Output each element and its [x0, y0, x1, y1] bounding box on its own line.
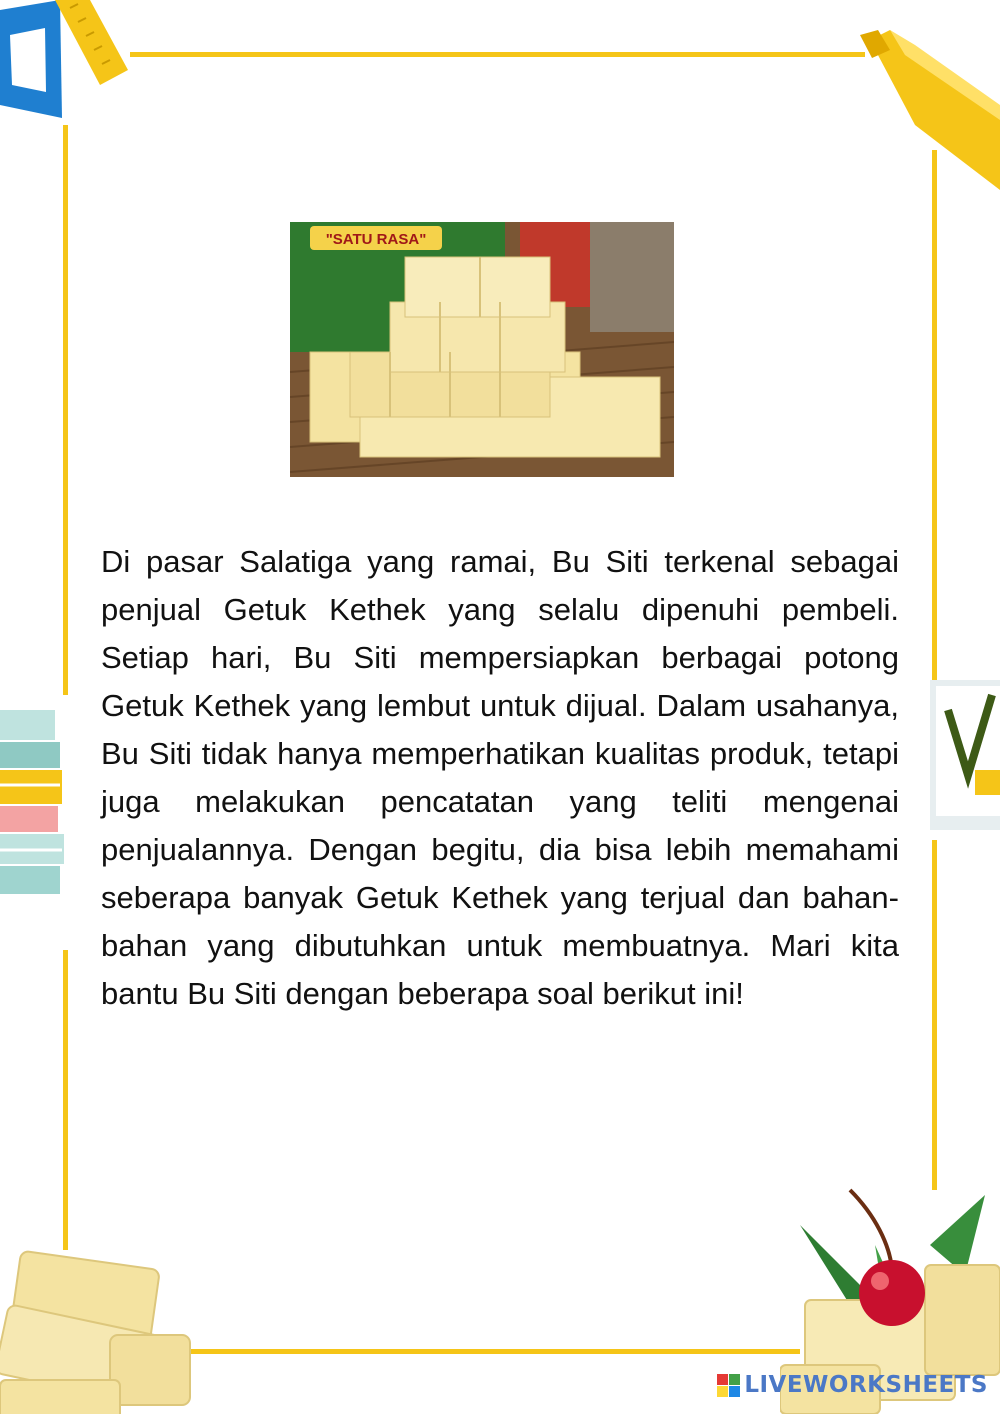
story-paragraph: Di pasar Salatiga yang ramai, Bu Siti terkenal sebagai penjual Getuk Kethek yang selalu dipenuhi pembeli. Setiap hari, Bu Siti mempersiapkan berbagai potong Getuk Kethek yang lembut untuk dijual. Dalam usahanya, Bu Siti tidak hanya memperhatikan kualitas produk, tetapi juga melakukan pencatatan yang teliti mengenai penjualannya. Dengan begitu, dia bisa lebih memahami seberapa banyak Getuk Kethek yang terjual dan bahan-bahan yang dibutuhkan untuk membuatnya. Mari kita bantu Bu Siti dengan beberapa soal berikut ini! — [101, 544, 899, 1011]
liveworksheets-watermark — [717, 1370, 988, 1400]
highlighter-decoration — [860, 30, 1000, 200]
frame-bottom — [185, 1349, 800, 1354]
frame-right-lower — [932, 840, 937, 1190]
board-decoration — [930, 680, 1000, 840]
frame-right — [932, 150, 937, 680]
frame-left-lower — [63, 950, 68, 1250]
liveworksheets-logo-icon — [717, 1374, 740, 1397]
frame-left — [63, 125, 68, 695]
sign-text: "SATU RASA" — [325, 231, 427, 248]
books-decoration — [0, 690, 70, 940]
frame-top — [130, 52, 865, 57]
getuk-photo-illustration — [290, 222, 674, 477]
liveworksheets-label: LIVEWORKSHEETS — [744, 1372, 988, 1398]
getuk-photo — [290, 222, 674, 477]
ruler-triangle-decoration — [0, 0, 140, 130]
getuk-decoration-left — [0, 1250, 200, 1414]
